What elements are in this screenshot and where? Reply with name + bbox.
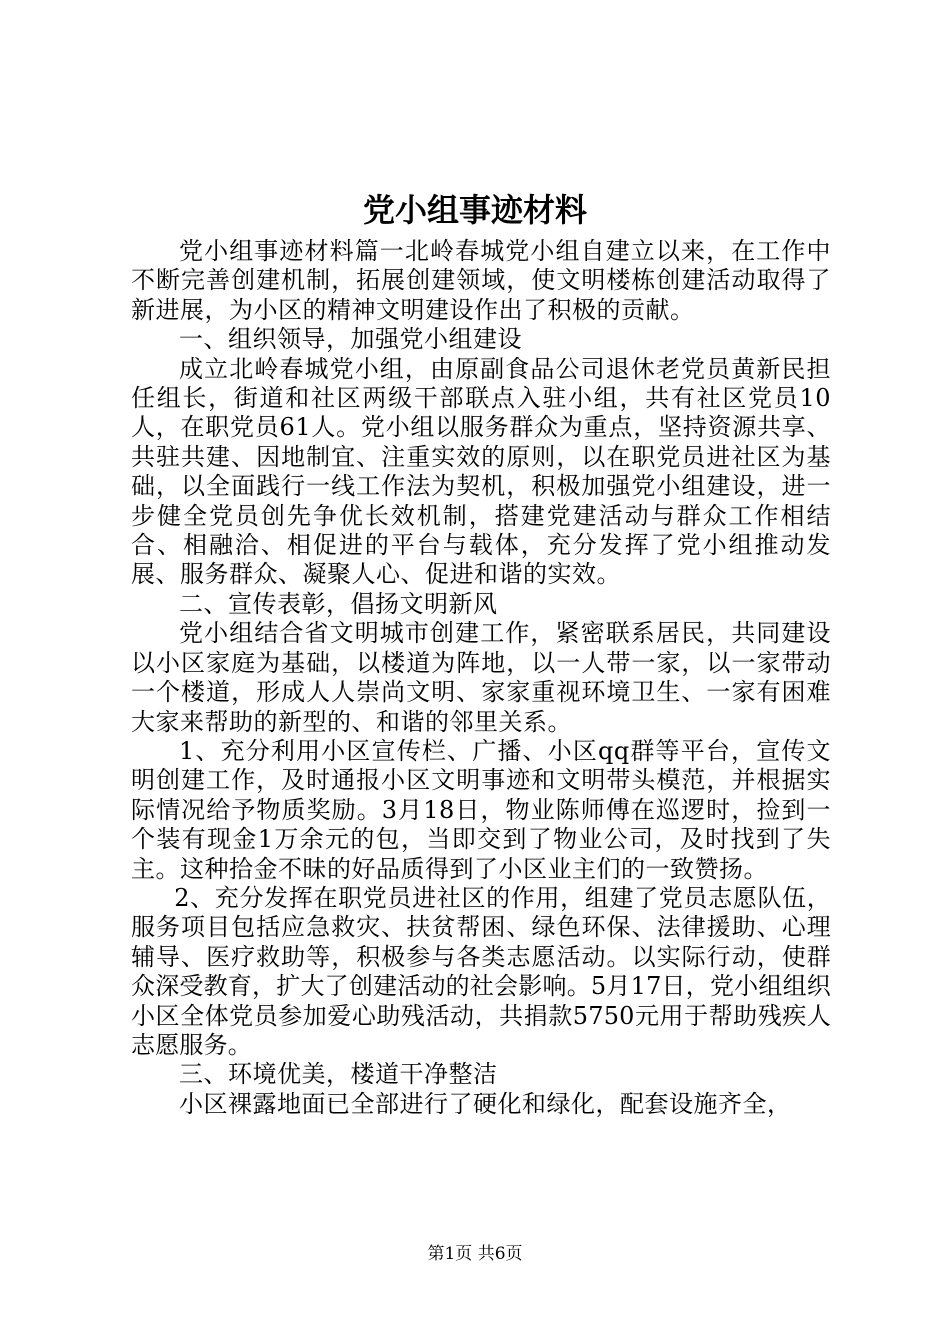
section-heading-2: 二、宣传表彰，倡扬文明新风 (179, 589, 498, 618)
paragraph-section-3: 小区裸露地面已全部进行了硬化和绿化，配套设施齐全， (179, 1089, 792, 1118)
section-heading-3: 三、环境优美，楼道干净整洁 (179, 1060, 498, 1089)
paragraph-item-1: 1、充分利用小区宣传栏、广播、小区qq群等平台，宣传文明创建工作，及时通报小区文明事迹和文明带头模范，并根据实际情况给予物质奖励。3月18日，物业陈师傅在巡逻时，捡到一个装有现金1万余元的包，当即交到了物业公司，及时找到了失主。这种拾金不昧的好品质得到了小区业主们的一致赞扬。 (131, 736, 831, 883)
paragraph-section-1: 成立北岭春城党小组，由原副食品公司退休老党员黄新民担任组长，街道和社区两级干部联点入驻小组，共有社区党员10人，在职党员61人。党小组以服务群众为重点，坚持资源共享、共驻共建、因地制宜、注重实效的原则，以在职党员进社区为基础，以全面践行一线工作法为契机，积极加强党小组建设，进一步健全党员创先争优长效机制，搭建党建活动与群众工作相结合、相融洽、相促进的平台与载体，充分发挥了党小组推动发展、服务群众、凝聚人心、促进和谐的实效。 (131, 354, 831, 589)
document-title: 党小组事迹材料 (362, 191, 587, 229)
page-footer: 第1页 共6页 (427, 1244, 523, 1264)
section-heading-1: 一、组织领导，加强党小组建设 (179, 325, 522, 354)
paragraph-item-2: 2、充分发挥在职党员进社区的作用，组建了党员志愿队伍，服务项目包括应急救灾、扶贫帮困、绿色环保、法律援助、心理辅导、医疗救助等，积极参与各类志愿活动。以实际行动，使群众深受教育，扩大了创建活动的社会影响。5月17日，党小组组织小区全体党员参加爱心助残活动，共捐款5750元用于帮助残疾人志愿服务。 (131, 883, 831, 1059)
paragraph-intro: 党小组事迹材料篇一北岭春城党小组自建立以来，在工作中不断完善创建机制，拓展创建领域，使文明楼栋创建活动取得了新进展，为小区的精神文明建设作出了积极的贡献。 (131, 237, 831, 324)
paragraph-section-2: 党小组结合省文明城市创建工作，紧密联系居民，共同建设以小区家庭为基础，以楼道为阵地，以一人带一家，以一家带动一个楼道，形成人人崇尚文明、家家重视环境卫生、一家有困难大家来帮助的新型的、和谐的邻里关系。 (131, 619, 831, 736)
document-body (131, 237, 831, 1119)
